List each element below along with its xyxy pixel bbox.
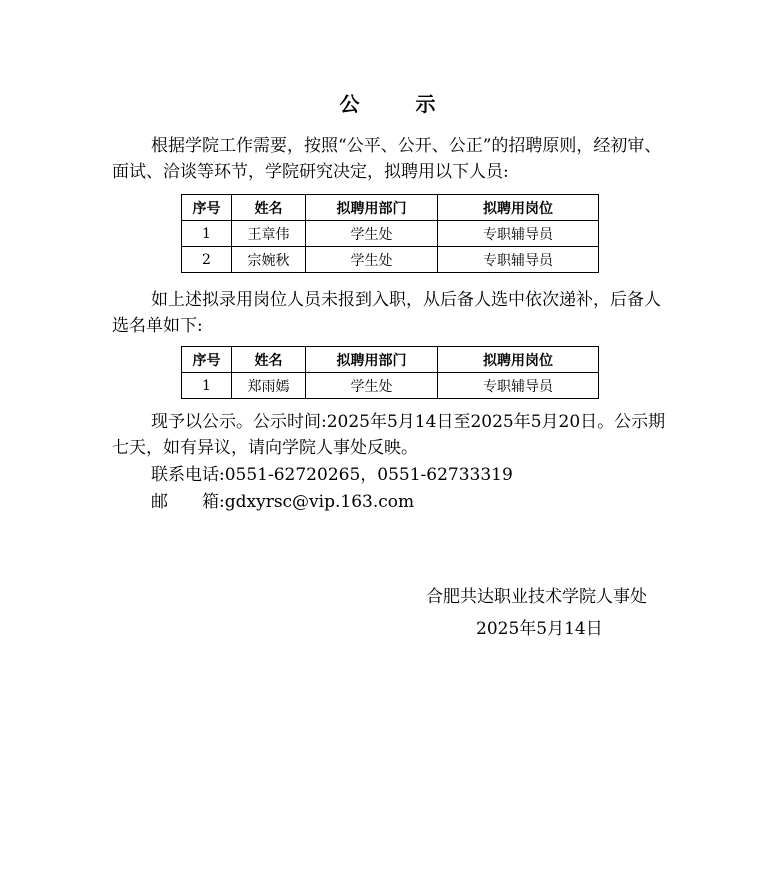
column-header: 拟聘用岗位 <box>438 195 599 221</box>
hire-table <box>181 194 599 273</box>
column-header: 序号 <box>182 195 232 221</box>
table-cell: 王章伟 <box>232 221 306 247</box>
notice-paragraph: 现予以公示。公示时间:2025年5月14日至2025年5月20日。公示期七天，如有异议，请向学院人事处反映。 <box>112 412 666 458</box>
table-cell: 宗婉秋 <box>232 247 306 273</box>
table-cell: 郑雨嫣 <box>232 373 306 399</box>
table-cell: 专职辅导员 <box>438 221 599 247</box>
column-header: 拟聘用部门 <box>306 347 438 373</box>
table-header-row <box>182 347 599 373</box>
contact-email-label: 邮 箱: <box>151 492 225 512</box>
contact-email-line <box>151 489 414 515</box>
table-header-row <box>182 195 599 221</box>
table-row <box>182 247 599 273</box>
signature-org: 合肥共达职业技术学院人事处 <box>426 587 647 607</box>
column-header: 拟聘用部门 <box>306 195 438 221</box>
signature-date: 2025年5月14日 <box>476 619 603 639</box>
column-header: 序号 <box>182 347 232 373</box>
contact-phone: 联系电话:0551-62720265，0551-62733319 <box>151 465 513 485</box>
intro-paragraph: 根据学院工作需要，按照“公平、公开、公正”的招聘原则，经初审、面试、洽谈等环节，学院研究决定，拟聘用以下人员: <box>112 136 662 182</box>
table-row <box>182 221 599 247</box>
column-header: 拟聘用岗位 <box>438 347 599 373</box>
table-cell: 学生处 <box>306 373 438 399</box>
column-header: 姓名 <box>232 195 306 221</box>
table-cell: 专职辅导员 <box>438 373 599 399</box>
backup-table <box>181 346 599 399</box>
table-cell: 学生处 <box>306 221 438 247</box>
table-cell: 专职辅导员 <box>438 247 599 273</box>
table-cell: 学生处 <box>306 247 438 273</box>
column-header: 姓名 <box>232 347 306 373</box>
backup-note-paragraph: 如上述拟录用岗位人员未报到入职，从后备人选中依次递补，后备人选名单如下: <box>112 290 661 336</box>
contact-email[interactable]: gdxyrsc@vip.163.com <box>224 492 415 512</box>
page-title: 公 示 <box>339 92 454 116</box>
table-cell: 1 <box>182 221 232 247</box>
table-cell: 2 <box>182 247 232 273</box>
table-row <box>182 373 599 399</box>
table-cell: 1 <box>182 373 232 399</box>
